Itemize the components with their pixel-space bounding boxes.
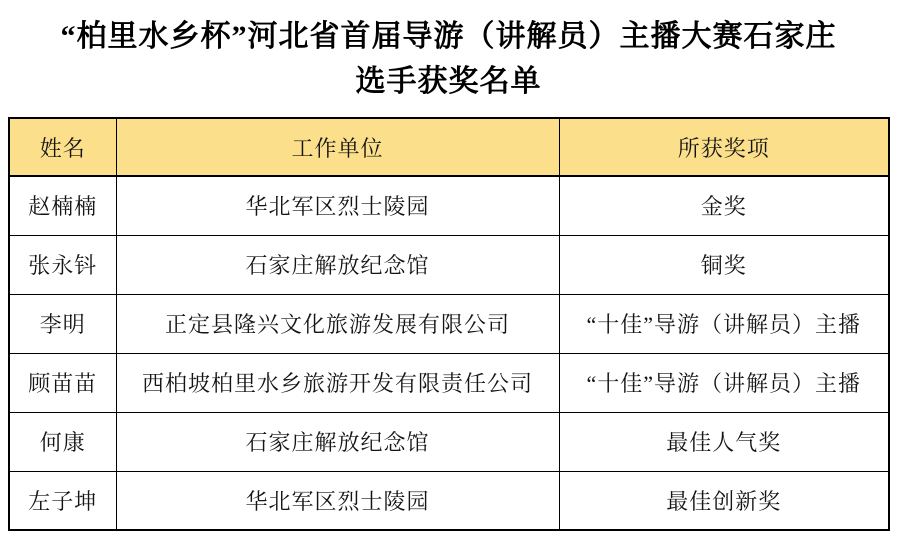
page-title-line2: 选手获奖名单 <box>355 65 542 98</box>
cell-award: 最佳人气奖 <box>559 412 889 471</box>
cell-name: 赵楠楠 <box>9 176 116 235</box>
table-row <box>9 235 889 294</box>
table-row <box>9 176 889 235</box>
cell-unit: 石家庄解放纪念馆 <box>116 235 559 294</box>
cell-name: 左子坤 <box>9 471 116 530</box>
awards-table <box>8 117 890 531</box>
cell-unit: 正定县隆兴文化旅游发展有限公司 <box>116 294 559 353</box>
table-row <box>9 353 889 412</box>
cell-award: 铜奖 <box>559 235 889 294</box>
col-header-unit: 工作单位 <box>116 118 559 176</box>
cell-award: 金奖 <box>559 176 889 235</box>
page-title-line1: “柏里水乡杯”河北省首届导游（讲解员）主播大赛石家庄 <box>60 20 837 53</box>
cell-unit: 石家庄解放纪念馆 <box>116 412 559 471</box>
cell-award: 最佳创新奖 <box>559 471 889 530</box>
table-header-row <box>9 118 889 176</box>
cell-unit: 华北军区烈士陵园 <box>116 176 559 235</box>
cell-name: 顾苗苗 <box>9 353 116 412</box>
cell-unit: 西柏坡柏里水乡旅游开发有限责任公司 <box>116 353 559 412</box>
col-header-award: 所获奖项 <box>559 118 889 176</box>
cell-award: “十佳”导游（讲解员）主播 <box>559 294 889 353</box>
table-row <box>9 471 889 530</box>
cell-name: 李明 <box>9 294 116 353</box>
page-title <box>0 0 897 104</box>
cell-name: 张永钭 <box>9 235 116 294</box>
cell-name: 何康 <box>9 412 116 471</box>
col-header-name: 姓名 <box>9 118 116 176</box>
cell-unit: 华北军区烈士陵园 <box>116 471 559 530</box>
table-row <box>9 412 889 471</box>
cell-award: “十佳”导游（讲解员）主播 <box>559 353 889 412</box>
table-row <box>9 294 889 353</box>
